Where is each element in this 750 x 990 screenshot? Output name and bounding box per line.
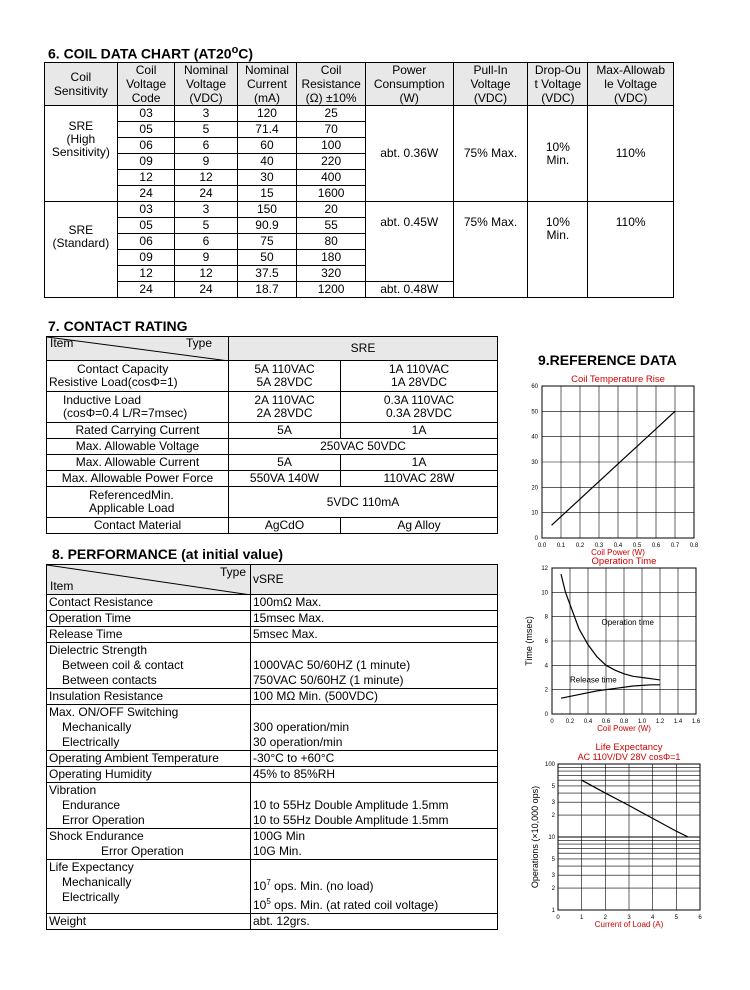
table-cell: 18.7	[237, 282, 297, 298]
table-cell: 100	[297, 138, 365, 154]
x-tick-label: 0.4	[613, 543, 623, 549]
table-cell: 12	[117, 170, 175, 186]
x-axis-label: Coil Power (W)	[597, 724, 651, 733]
table-row	[47, 705, 498, 751]
y-axis-label: Operations (×10,000 ops)	[530, 785, 540, 889]
drop-out-cell: 10% Min.	[528, 202, 588, 298]
x-tick-label: 6	[698, 915, 702, 921]
x-tick-label: 1	[579, 915, 584, 921]
table-cell: 80	[297, 234, 365, 250]
item-label: Contact Capacity Resistive Load(cosΦ=1)	[47, 361, 229, 392]
value-cell: 110VAC 28W	[341, 471, 498, 487]
series-line	[582, 780, 689, 837]
y-tick-label: 2	[551, 813, 555, 820]
reference-chart	[510, 735, 750, 990]
y-tick-label: 10	[541, 590, 548, 597]
item-label: Max. ON/OFF Switching Mechanically Electrically	[47, 705, 251, 751]
x-axis-label: Coil Power (W)	[591, 548, 645, 557]
chart-subtitle: AC 110V/DV 28V cosΦ=1	[577, 752, 681, 762]
x-tick-label: 3	[627, 915, 631, 921]
table-row	[45, 106, 674, 122]
table-row	[47, 487, 498, 518]
item-label: Operation Time	[47, 611, 251, 627]
x-tick-label: 2	[603, 915, 608, 921]
y-tick-label: 100	[544, 762, 555, 768]
y-tick-label: 40	[531, 434, 538, 441]
table-cell: 03	[117, 106, 175, 122]
pull-in-cell: 75% Max.	[453, 106, 528, 202]
value-cell: 100G Min 10G Min.	[251, 829, 498, 860]
y-axis-label: Time (msec)	[524, 616, 534, 666]
x-tick-label: 0.6	[651, 543, 661, 549]
item-label: Contact Material	[47, 518, 229, 534]
y-tick-label: 1	[551, 908, 555, 914]
x-tick-label: 0.8	[689, 543, 699, 549]
table-cell: 120	[237, 106, 297, 122]
item-label: Dielectric Strength Between coil & contact Between contacts	[47, 643, 251, 689]
item-label: Max. Allowable Current	[47, 455, 229, 471]
y-tick-label: 12	[541, 566, 548, 572]
table-row	[47, 627, 498, 643]
y-tick-label: 10	[548, 835, 555, 841]
table-row	[47, 361, 498, 392]
table-cell: 9	[175, 154, 237, 170]
table-cell: 25	[297, 106, 365, 122]
table-row	[47, 455, 498, 471]
value-cell: 100 MΩ Min. (500VDC)	[251, 689, 498, 705]
value-cell: 250VAC 50VDC	[229, 439, 498, 455]
value-cell: 15msec Max.	[251, 611, 498, 627]
table-cell: 50	[237, 250, 297, 266]
table-cell: 03	[117, 202, 175, 218]
table-row	[47, 471, 498, 487]
drop-out-cell: 10% Min.	[528, 106, 588, 202]
table-row	[47, 767, 498, 783]
x-tick-label: 0.0	[537, 543, 547, 549]
table-cell: 24	[117, 282, 175, 298]
table-cell: 30	[237, 170, 297, 186]
table-cell: 09	[117, 250, 175, 266]
table-cell: 09	[117, 154, 175, 170]
table-cell: 6	[175, 138, 237, 154]
sensitivity-cell: SRE (High Sensitivity)	[45, 106, 118, 202]
value-cell: 10 to 55Hz Double Amplitude 1.5mm 10 to 55Hz Double Amplitude 1.5mm	[251, 783, 498, 829]
series-label: Release time	[570, 675, 617, 685]
item-label: Contact Resistance	[47, 595, 251, 611]
y-tick-label: 3	[551, 873, 555, 880]
max-allowable-cell: 110%	[588, 106, 674, 202]
x-tick-label: 0.2	[575, 543, 585, 549]
value-cell: AgCdO	[229, 518, 341, 534]
y-tick-label: 0	[534, 536, 538, 542]
hdr: Coil Sensitivity	[45, 63, 118, 106]
table-cell: 40	[237, 154, 297, 170]
y-tick-label: 50	[531, 409, 538, 416]
table-row	[47, 914, 498, 930]
table-cell: 05	[117, 218, 175, 234]
table-cell: 75	[237, 234, 297, 250]
table-row	[45, 202, 674, 218]
table-cell: 6	[175, 234, 237, 250]
section-7-title: 7. CONTACT RATING	[48, 318, 188, 334]
x-tick-label: 0.6	[601, 719, 611, 725]
table-cell: 180	[297, 250, 365, 266]
table-cell: 24	[117, 186, 175, 202]
power-cell: abt. 0.36W	[365, 106, 453, 202]
table-row	[47, 689, 498, 705]
pull-in-cell: 75% Max.	[453, 202, 528, 298]
y-tick-label: 4	[544, 663, 548, 670]
table-cell: 05	[117, 122, 175, 138]
y-tick-label: 6	[544, 639, 548, 645]
table-cell: 400	[297, 170, 365, 186]
value-cell: 5A	[229, 423, 341, 439]
x-tick-label: 0.4	[583, 719, 593, 725]
table-cell: 71.4	[237, 122, 297, 138]
value-cell: 1A 110VAC 1A 28VDC	[341, 361, 498, 392]
y-tick-label: 5	[551, 856, 555, 863]
x-tick-label: 0.1	[556, 543, 566, 549]
table-row	[47, 392, 498, 423]
table-row	[47, 783, 498, 829]
value-cell: 300 operation/min 30 operation/min	[251, 705, 498, 751]
value-cell: -30°C to +60°C	[251, 751, 498, 767]
table-cell: 1200	[297, 282, 365, 298]
x-tick-label: 1.0	[637, 719, 647, 725]
table-row	[47, 595, 498, 611]
y-tick-label: 0	[544, 712, 548, 718]
x-tick-label: 5	[674, 915, 679, 921]
x-tick-label: 4	[650, 915, 655, 921]
item-label: Max. Allowable Voltage	[47, 439, 229, 455]
table-cell: 12	[175, 266, 237, 282]
table-cell: 24	[175, 282, 237, 298]
table-cell: 37.5	[237, 266, 297, 282]
table-cell: 12	[117, 266, 175, 282]
value-cell: 550VA 140W	[229, 471, 341, 487]
table-cell: 24	[175, 186, 237, 202]
table-cell: 90.9	[237, 218, 297, 234]
series-line	[561, 685, 660, 698]
item-label: Rated Carrying Current	[47, 423, 229, 439]
table-cell: 9	[175, 250, 237, 266]
y-tick-label: 30	[531, 460, 538, 466]
item-label: Shock Endurance Error Operation	[47, 829, 251, 860]
table-row	[47, 860, 498, 914]
table-cell: 5	[175, 218, 237, 234]
item-label: Life Expectancy Mechanically Electrically	[47, 860, 251, 914]
value-cell: 5VDC 110mA	[229, 487, 498, 518]
value-cell: 5A 110VAC 5A 28VDC	[229, 361, 341, 392]
x-tick-label: 1.4	[673, 719, 683, 725]
chart-title: Coil Temperature Rise	[571, 374, 665, 385]
table-row	[47, 439, 498, 455]
series-label: Operation time	[601, 618, 654, 628]
table-cell: 3	[175, 106, 237, 122]
item-label: Weight	[47, 914, 251, 930]
table-row	[47, 423, 498, 439]
value-cell: 100mΩ Max.	[251, 595, 498, 611]
table-cell: 3	[175, 202, 237, 218]
table-cell: 15	[237, 186, 297, 202]
table-row	[47, 643, 498, 689]
value-cell: abt. 12grs.	[251, 914, 498, 930]
item-label: Inductive Load (cosΦ=0.4 L/R=7msec)	[47, 392, 229, 423]
table-cell: 12	[175, 170, 237, 186]
table-cell: 60	[237, 138, 297, 154]
table-cell: 150	[237, 202, 297, 218]
y-tick-label: 3	[551, 800, 555, 807]
value-cell: 1000VAC 50/60HZ (1 minute) 750VAC 50/60HZ (1 minute)	[251, 643, 498, 689]
section-9-title: 9.REFERENCE DATA	[538, 352, 677, 368]
x-tick-label: 0	[550, 719, 554, 725]
value-cell: 0.3A 110VAC 0.3A 28VDC	[341, 392, 498, 423]
y-tick-label: 8	[544, 614, 548, 621]
table-cell: 1600	[297, 186, 365, 202]
chart-title: Life Expectancy	[595, 742, 663, 753]
section-8-title: 8. PERFORMANCE (at initial value)	[52, 546, 284, 562]
item-label: ReferencedMin. Applicable Load	[47, 487, 229, 518]
x-tick-label: 0.5	[632, 543, 642, 549]
power-cell: abt. 0.45W	[365, 202, 453, 282]
value-cell: Ag Alloy	[341, 518, 498, 534]
item-label: Vibration Endurance Error Operation	[47, 783, 251, 829]
y-tick-label: 2	[544, 687, 548, 694]
value-cell: 5msec Max.	[251, 627, 498, 643]
item-label: Insulation Resistance	[47, 689, 251, 705]
power-cell: abt. 0.48W	[365, 282, 453, 298]
x-tick-label: 0	[556, 915, 560, 921]
y-tick-label: 5	[551, 783, 555, 790]
x-tick-label: 0.2	[565, 719, 575, 725]
coil-data-table: Coil Sensitivity Coil Voltage Code Nominal Voltage (VDC) Nominal Current (mA) Coil Resistance (Ω) ±10% Power Consumption (W) Pull-In Voltage (VDC) Drop-Ou t Voltage (VDC) Max-Allowab le Voltage (VDC) SRE (High Sensitivity) 03 3 120 25 abt. 0.36W 75% Max. 10% Min. 110% 05 5 71.4 70 06 6 60 100 09 9 40 220 12 12 30 400 24 24 15 1600 SRE (Standard) 03 3 150 20 abt. 0.45W 75% Max. 10% Min. 110% 05 5 90.9 55 06 6 75 80 09 9 50 180 12 12 37.5 320 24 24 18.7 1200 abt. 0.48W	[44, 62, 674, 298]
table-cell: 06	[117, 138, 175, 154]
x-tick-label: 0.7	[670, 543, 680, 549]
table-cell: 20	[297, 202, 365, 218]
performance-table: Type Item vSRE Contact Resistance 100mΩ Max. Operation Time 15msec Max. Release Time 5msec Max. Dielectric Strength Between coil & contact Between contacts 1000VAC 50/60HZ (1 minute) 750VAC 50/60HZ (1 minute) Insulation Resistance 100 MΩ Min. (500VDC) Max. ON/OFF Switching Mechanically Electrically 300 operation/min 30 operation/min Operating Ambient Temperature -30°C to +60°C Operating Humidity 45% to 85%RH Vibration Endurance Error Operation 10 to 55Hz Double Amplitude 1.5mm 10 to 55Hz Double Amplitude 1.5mm Shock Endurance Error Operation 100G Min 10G Min. Life Expectancy Mechanically Electrically $10^7$ ops. Min. (no load) $10^5$ ops. Min. (at rated coil voltage) Weight abt. 12grs.	[46, 564, 498, 930]
section-6-title: 6. COIL DATA CHART (AT20$^o$C)	[48, 44, 254, 62]
value-cell: 5A	[229, 455, 341, 471]
item-label: Max. Allowable Power Force	[47, 471, 229, 487]
table-row	[47, 518, 498, 534]
series-line	[552, 411, 676, 525]
table-cell: 5	[175, 122, 237, 138]
table-row	[47, 611, 498, 627]
x-tick-label: 1.6	[691, 719, 701, 725]
y-tick-label: 20	[531, 485, 538, 492]
x-tick-label: 1.2	[655, 719, 665, 725]
item-label: Operating Humidity	[47, 767, 251, 783]
table-cell: 55	[297, 218, 365, 234]
table-row	[47, 751, 498, 767]
table-cell: 320	[297, 266, 365, 282]
item-label: Operating Ambient Temperature	[47, 751, 251, 767]
x-axis-label: Current of Load (A)	[594, 920, 664, 929]
table-cell: 220	[297, 154, 365, 170]
y-tick-label: 2	[551, 886, 555, 893]
table-cell: 70	[297, 122, 365, 138]
value-cell: $10^7$ ops. Min. (no load) $10^5$ ops. Min. (at rated coil voltage)	[251, 860, 498, 914]
table-cell: 06	[117, 234, 175, 250]
chart-svg	[510, 735, 750, 985]
chart-title: Operation Time	[591, 556, 657, 567]
x-tick-label: 0.8	[619, 719, 629, 725]
x-tick-label: 0.3	[594, 543, 604, 549]
item-label: Release Time	[47, 627, 251, 643]
table-row	[47, 829, 498, 860]
contact-rating-table: Item Type SRE Contact Capacity Resistive Load(cosΦ=1) 5A 110VAC 5A 28VDC 1A 110VAC 1A 28VDC Inductive Load (cosΦ=0.4 L/R=7msec) 2A 110VAC 2A 28VDC 0.3A 110VAC 0.3A 28VDC Rated Carrying Current 5A 1A Max. Allowable Voltage 250VAC 50VDC Max. Allowable Current 5A 1A Max. Allowable Power Force 550VA 140W 110VAC 28W ReferencedMin. Applicable Load 5VDC 110mA Contact Material AgCdO Ag Alloy	[46, 336, 498, 534]
value-cell: 1A	[341, 455, 498, 471]
value-cell: 1A	[341, 423, 498, 439]
max-allowable-cell: 110%	[588, 202, 674, 298]
y-tick-label: 10	[531, 510, 538, 517]
y-tick-label: 60	[531, 384, 538, 390]
sensitivity-cell: SRE (Standard)	[45, 202, 118, 298]
value-cell: 2A 110VAC 2A 28VDC	[229, 392, 341, 423]
value-cell: 45% to 85%RH	[251, 767, 498, 783]
